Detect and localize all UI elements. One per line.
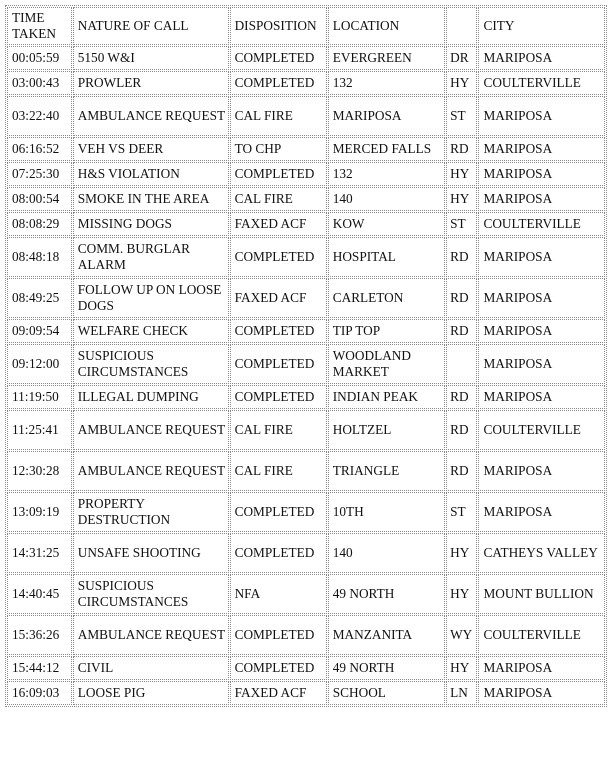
cell-direction: RD (446, 237, 477, 277)
table-row (7, 71, 605, 95)
cell-city: MARIPOSA (478, 451, 605, 491)
cell-time: 00:05:59 (7, 46, 72, 70)
cell-location: TIP TOP (328, 319, 445, 343)
cell-disposition: COMPLETED (230, 319, 327, 343)
header-disposition: DISPOSITION (230, 7, 327, 45)
table-row (7, 533, 605, 573)
call-log-table (5, 5, 607, 707)
table-row (7, 492, 605, 532)
cell-direction: RD (446, 278, 477, 318)
cell-disposition: CAL FIRE (230, 187, 327, 211)
cell-disposition: FAXED ACF (230, 212, 327, 236)
cell-nature: COMM. BURGLAR ALARM (73, 237, 229, 277)
cell-city: COULTERVILLE (478, 212, 605, 236)
cell-city: MARIPOSA (478, 187, 605, 211)
cell-city: MARIPOSA (478, 344, 605, 384)
cell-direction: HY (446, 71, 477, 95)
cell-nature: AMBULANCE REQUEST (73, 96, 229, 136)
cell-city: MOUNT BULLION (478, 574, 605, 614)
table-row (7, 278, 605, 318)
cell-direction: RD (446, 385, 477, 409)
cell-time: 14:31:25 (7, 533, 72, 573)
cell-time: 03:00:43 (7, 71, 72, 95)
cell-disposition: COMPLETED (230, 533, 327, 573)
cell-direction: RD (446, 137, 477, 161)
cell-nature: AMBULANCE REQUEST (73, 451, 229, 491)
cell-time: 08:00:54 (7, 187, 72, 211)
cell-city: MARIPOSA (478, 162, 605, 186)
cell-city: MARIPOSA (478, 492, 605, 532)
cell-city: MARIPOSA (478, 46, 605, 70)
cell-disposition: TO CHP (230, 137, 327, 161)
table-row (7, 574, 605, 614)
cell-time: 03:22:40 (7, 96, 72, 136)
cell-time: 09:09:54 (7, 319, 72, 343)
cell-time: 11:19:50 (7, 385, 72, 409)
cell-time: 08:48:18 (7, 237, 72, 277)
cell-time: 08:49:25 (7, 278, 72, 318)
cell-nature: SUSPICIOUS CIRCUMSTANCES (73, 344, 229, 384)
cell-direction (446, 344, 477, 384)
cell-direction: LN (446, 681, 477, 705)
cell-disposition: COMPLETED (230, 46, 327, 70)
cell-direction: HY (446, 656, 477, 680)
cell-disposition: CAL FIRE (230, 451, 327, 491)
cell-city: MARIPOSA (478, 385, 605, 409)
table-row (7, 96, 605, 136)
cell-disposition: COMPLETED (230, 237, 327, 277)
cell-location: KOW (328, 212, 445, 236)
header-city: CITY (478, 7, 605, 45)
header-time: TIME TAKEN (7, 7, 72, 45)
table-row (7, 385, 605, 409)
cell-nature: AMBULANCE REQUEST (73, 410, 229, 450)
cell-direction: HY (446, 533, 477, 573)
cell-nature: H&S VIOLATION (73, 162, 229, 186)
cell-location: HOLTZEL (328, 410, 445, 450)
cell-time: 09:12:00 (7, 344, 72, 384)
cell-time: 14:40:45 (7, 574, 72, 614)
table-row (7, 410, 605, 450)
cell-city: MARIPOSA (478, 319, 605, 343)
cell-nature: VEH VS DEER (73, 137, 229, 161)
cell-location: 140 (328, 187, 445, 211)
cell-location: 132 (328, 71, 445, 95)
cell-location: 140 (328, 533, 445, 573)
cell-time: 12:30:28 (7, 451, 72, 491)
table-row (7, 344, 605, 384)
cell-direction: ST (446, 492, 477, 532)
table-row (7, 681, 605, 705)
cell-direction: HY (446, 187, 477, 211)
table-row (7, 212, 605, 236)
cell-disposition: CAL FIRE (230, 96, 327, 136)
cell-location: EVERGREEN (328, 46, 445, 70)
cell-nature: 5150 W&I (73, 46, 229, 70)
cell-location: SCHOOL (328, 681, 445, 705)
cell-disposition: COMPLETED (230, 71, 327, 95)
cell-nature: CIVIL (73, 656, 229, 680)
cell-disposition: NFA (230, 574, 327, 614)
cell-disposition: COMPLETED (230, 344, 327, 384)
cell-direction: HY (446, 574, 477, 614)
cell-direction: RD (446, 451, 477, 491)
cell-location: HOSPITAL (328, 237, 445, 277)
cell-direction: HY (446, 162, 477, 186)
cell-time: 07:25:30 (7, 162, 72, 186)
cell-nature: LOOSE PIG (73, 681, 229, 705)
cell-time: 15:44:12 (7, 656, 72, 680)
cell-direction: RD (446, 410, 477, 450)
cell-location: WOODLAND MARKET (328, 344, 445, 384)
cell-city: CATHEYS VALLEY (478, 533, 605, 573)
cell-time: 15:36:26 (7, 615, 72, 655)
cell-nature: PROPERTY DESTRUCTION (73, 492, 229, 532)
cell-nature: SUSPICIOUS CIRCUMSTANCES (73, 574, 229, 614)
cell-city: COULTERVILLE (478, 71, 605, 95)
cell-time: 11:25:41 (7, 410, 72, 450)
cell-time: 08:08:29 (7, 212, 72, 236)
table-row (7, 319, 605, 343)
table-row (7, 451, 605, 491)
cell-location: INDIAN PEAK (328, 385, 445, 409)
cell-disposition: COMPLETED (230, 162, 327, 186)
header-location: LOCATION (328, 7, 445, 45)
cell-location: 49 NORTH (328, 656, 445, 680)
table-row (7, 615, 605, 655)
table-row (7, 46, 605, 70)
cell-nature: WELFARE CHECK (73, 319, 229, 343)
cell-disposition: COMPLETED (230, 385, 327, 409)
cell-disposition: FAXED ACF (230, 278, 327, 318)
cell-city: MARIPOSA (478, 137, 605, 161)
cell-city: MARIPOSA (478, 656, 605, 680)
table-row (7, 137, 605, 161)
table-row (7, 162, 605, 186)
header-row (7, 7, 605, 45)
cell-location: 49 NORTH (328, 574, 445, 614)
cell-nature: ILLEGAL DUMPING (73, 385, 229, 409)
cell-location: CARLETON (328, 278, 445, 318)
cell-city: MARIPOSA (478, 278, 605, 318)
cell-nature: SMOKE IN THE AREA (73, 187, 229, 211)
table-row (7, 187, 605, 211)
cell-direction: RD (446, 319, 477, 343)
cell-nature: AMBULANCE REQUEST (73, 615, 229, 655)
cell-location: MERCED FALLS (328, 137, 445, 161)
cell-time: 16:09:03 (7, 681, 72, 705)
cell-nature: PROWLER (73, 71, 229, 95)
cell-disposition: CAL FIRE (230, 410, 327, 450)
cell-location: 10TH (328, 492, 445, 532)
cell-city: COULTERVILLE (478, 615, 605, 655)
header-nature: NATURE OF CALL (73, 7, 229, 45)
table-row (7, 237, 605, 277)
cell-direction: WY (446, 615, 477, 655)
cell-location: 132 (328, 162, 445, 186)
cell-disposition: COMPLETED (230, 656, 327, 680)
cell-city: MARIPOSA (478, 96, 605, 136)
table-row (7, 656, 605, 680)
cell-direction: ST (446, 212, 477, 236)
cell-location: TRIANGLE (328, 451, 445, 491)
cell-location: MANZANITA (328, 615, 445, 655)
cell-nature: UNSAFE SHOOTING (73, 533, 229, 573)
header-direction (446, 7, 477, 45)
cell-nature: FOLLOW UP ON LOOSE DOGS (73, 278, 229, 318)
cell-direction: DR (446, 46, 477, 70)
cell-time: 13:09:19 (7, 492, 72, 532)
cell-city: MARIPOSA (478, 237, 605, 277)
cell-disposition: COMPLETED (230, 615, 327, 655)
cell-nature: MISSING DOGS (73, 212, 229, 236)
cell-location: MARIPOSA (328, 96, 445, 136)
cell-city: COULTERVILLE (478, 410, 605, 450)
cell-disposition: COMPLETED (230, 492, 327, 532)
cell-city: MARIPOSA (478, 681, 605, 705)
cell-disposition: FAXED ACF (230, 681, 327, 705)
cell-direction: ST (446, 96, 477, 136)
cell-time: 06:16:52 (7, 137, 72, 161)
